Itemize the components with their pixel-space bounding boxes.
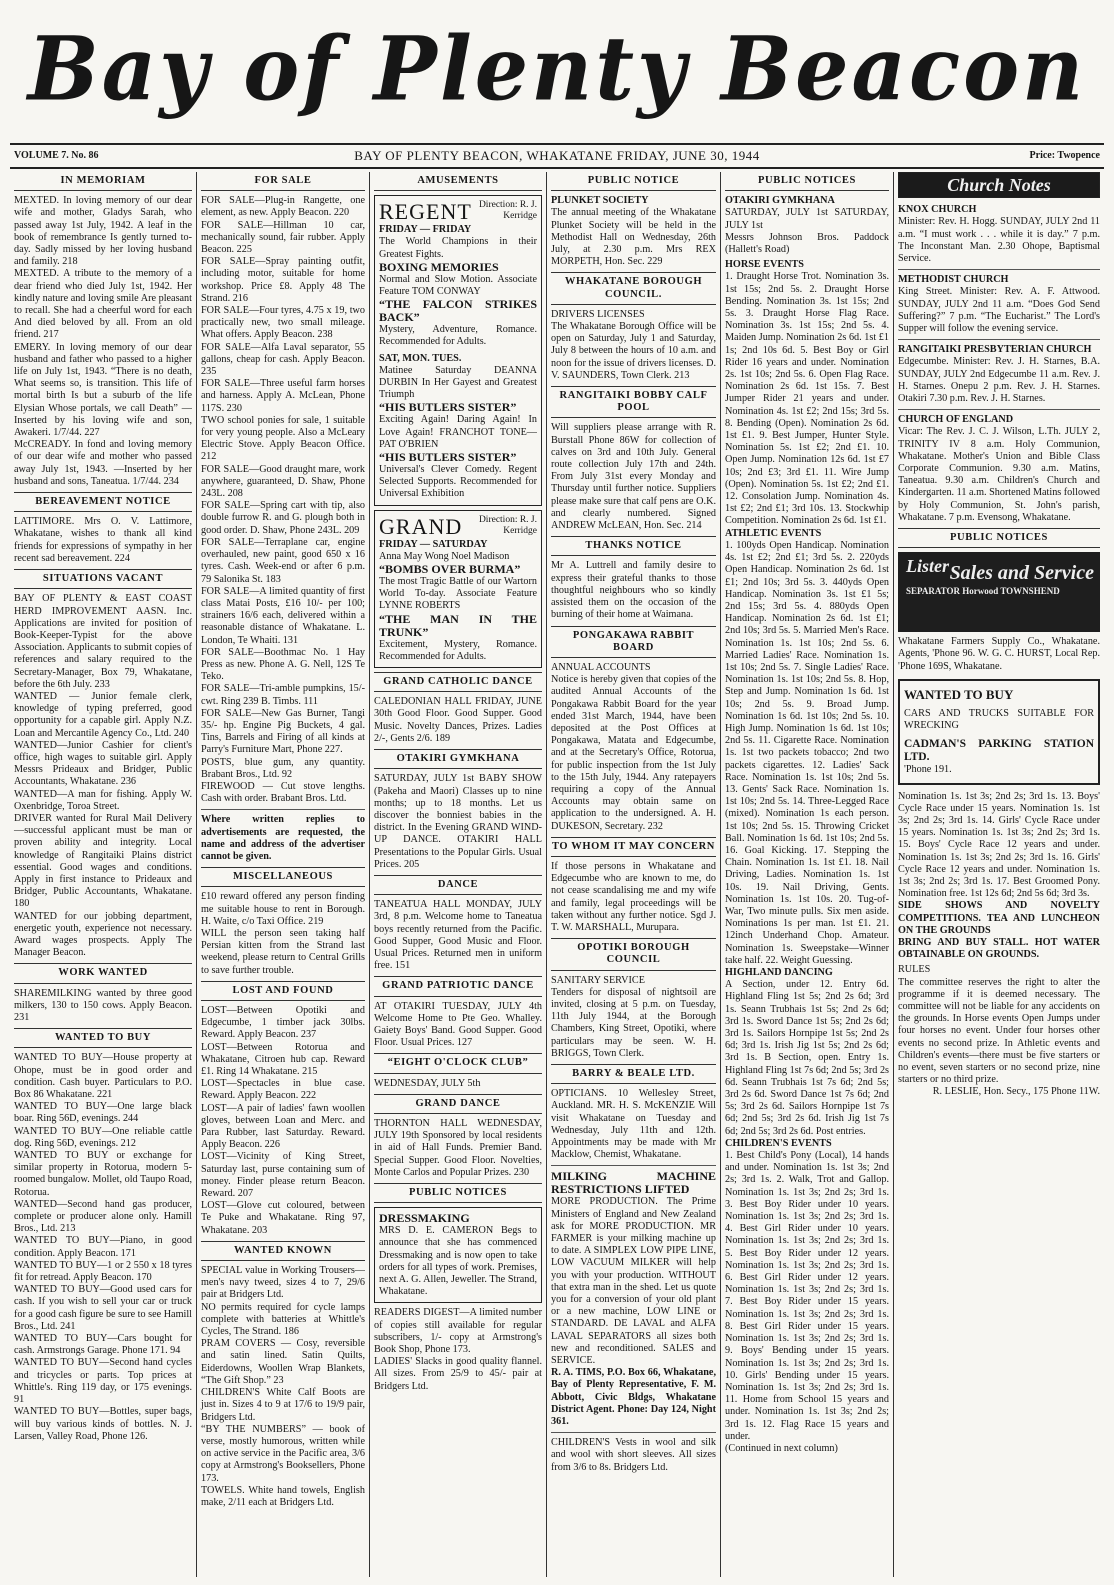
dateline-bar [10, 143, 1104, 169]
rules-text: The committee reserves the right to alter the programme if it is deemed necessary. The committee will not be liable for any accidents on the grounds. In Horse events Open Jumps under four horses no event. Under four horses other events no second prize. In Athletic events and Children's events—there must be five starters or no event, seven starters or no second prize, nine starters or no third prize. [898, 976, 1100, 1086]
classified-ad: LOST—A pair of ladies' fawn woollen gloves, between Loan and Merc. and Para Rubber, last Saturday. Reward. Apply Beacon. 226 [201, 1102, 365, 1151]
ad-title: WANTED TO BUY [904, 686, 1014, 702]
film-title: “THE MAN IN THE TRUNK” [379, 611, 537, 639]
section-heading: BARRY & BEALE LTD. [551, 1064, 716, 1084]
event-category: HIGHLAND DANCING [725, 967, 833, 978]
classified-ad: FOR SALE—Good draught mare, work anywhere, guaranteed, D. Shaw, Phone 243L. 208 [201, 463, 365, 500]
film-title: “THE FALCON STRIKES BACK” [379, 297, 537, 325]
event-notice: AT OTAKIRI TUESDAY, JULY 4th Welcome Home to Pte Geo. Whalley. Gaiety Boys' Band. Good Supper. Good Floor. Usual Prices. 127 [374, 1000, 542, 1049]
section-heading: WANTED KNOWN [201, 1241, 365, 1261]
section-heading: TO WHOM IT MAY CONCERN [551, 837, 716, 857]
ad-name: CADMAN'S PARKING STATION LTD. [904, 738, 1094, 764]
section-heading: RANGITAIKI BOBBY CALF POOL [551, 386, 716, 418]
public-notice: The Whakatane Borough Office will be open on Saturday, July 1 and Saturday, July 8 between the hours of 10 a.m. and noon for the issue of drivers licenses. D. V. SAUNDERS, Town Clerk. 213 [551, 321, 716, 381]
theatre-direction: Direction: R. J. Kerridge [478, 514, 537, 536]
classified-ad: FOR SALE—Four tyres, 4.75 x 19, two practically new, two small mileage. What offers. Apply Beacon. 238 [201, 305, 365, 341]
classified-ad: LOST—Vicinity of King Street, Saturday last, purse containing sum of money. Finder please return Beacon. Reward. 207 [201, 1151, 365, 1200]
section-heading: THANKS NOTICE [551, 536, 716, 556]
classified-ad: WANTED TO BUY—Cars bought for cash. Armstrongs Garage. Phone 171. 94 [14, 1333, 192, 1357]
rules-heading: RULES [898, 964, 931, 976]
masthead-title: Bay of Plenty Beacon [27, 16, 1087, 121]
notice-subtitle: Messrs Johnson Bros. Paddock (Hallett's Road) [725, 231, 889, 256]
classified-ad: SPECIAL value in Working Trousers—men's navy tweed, sizes 4 to 7, 29/6 pair at Bridgers Ltd. [201, 1265, 365, 1301]
section-heading: AMUSEMENTS [374, 172, 542, 191]
event-list: Nomination 1s. 1st 3s; 2nd 2s; 3rd 1s. 13. Boys' Cycle Race under 15 years. Nomination 1s. 1st 3s; 2nd 2s; 3rd 1s. 14. Girls' Cycle Race under 15 years. Nomination 1s. 1st 3s; 2nd 2s; 3rd 1s. 15. Boys' Cycle Race 12 years and under. Nomination 1s. 1st 3s; 2nd 2s; 3rd 1s. 16. Girls' Cycle Race 12 years and under. Nomination 1s. 1st 3s; 2nd 2s; 3rd 1s. 17. Best Groomed Pony. Nomination free. 1st 12s 6d; 2nd 5s 6d; 3rd 3s. [898, 790, 1100, 900]
classified-ad: FOR SALE—Hillman 10 car, mechanically sound, fair rubber. Apply Beacon. 225 [201, 219, 365, 256]
classified-ad: READERS DIGEST—A limited number of copies still available for regular subscribers, 1/- copy at Armstrong's Book Shop, Phone 173. [374, 1307, 542, 1356]
classified-ad: “BY THE NUMBERS” — book of verse, mostly humorous, written while on active service in the Pacific area, 3/6 copy at Armstrong's Booksellers, Phone 173. [201, 1423, 365, 1484]
section-heading: WANTED TO BUY [14, 1028, 192, 1048]
section-heading: PUBLIC NOTICE [551, 172, 716, 191]
classified-ad: WILL the person seen taking half Persian kitten from the Strand last weekend, please return to Central Grills to save further trouble. [201, 927, 365, 976]
classified-ad: WANTED TO BUY—Bottles, super bags, will buy various kinds of bottles. N. J. Larsen, Valley Road, Phone 126. [14, 1406, 192, 1442]
theatre-name: REGENT [379, 199, 472, 225]
memoriam-notice: MEXTED. A tribute to the memory of a dear friend who died July 1st, 1942. Her kindly nature and loving smile Are pleasant to recall. She had a cheerful word for each And died beloved by all. From an old friend. 217 [14, 268, 192, 341]
ad-brand: Lister [906, 556, 949, 577]
church-service: King Street. Minister: Rev. A. F. Attwood. SUNDAY, JULY 2nd 11 a.m. “Does God Send Suffering?” 7 p.m. “The Eucharist.” The Lord's Supper will follow the evening service. [898, 286, 1100, 335]
section-heading: GRAND CATHOLIC DANCE [374, 672, 542, 692]
theatre-direction: Direction: R. J. Kerridge [478, 200, 537, 222]
film-title: “HIS BUTLERS SISTER” [379, 400, 517, 415]
classified-ad: WANTED — Junior female clerk, knowledge of typing preferred, good opportunity for a capable girl. Apply N.Z. Loan and Mercantile Agency Co., Ltd. 240 [14, 690, 192, 739]
ad-slogan: Sales and Service [949, 562, 1094, 585]
classified-ad: LOST—Between Rotorua and Whakatane, Citroen hub cap. Reward £1. Ring 14 Whakatane. 215 [201, 1041, 365, 1078]
classified-ad: FOR SALE—Plug-in Rangette, one element, as new. Apply Beacon. 220 [201, 195, 365, 219]
classified-ad: FOR SALE—Spring cart with tip, also double furrow R. and G. plough both in good order. D. Shaw, Phone 243L. 209 [201, 500, 365, 536]
classified-ad: WANTED TO BUY—Good used cars for cash. If you wish to sell your car or truck for a good cash figure be sure to see Hamill Bros., Ltd. 241 [14, 1284, 192, 1332]
classified-ad: FOR SALE—A limited quantity of first class Matai Posts, £16 10/- per 100; strainers 16/6 each, delivered within a reasonable distance of Whakatane. L. London, Te Whaiti. 131 [201, 585, 365, 646]
section-heading: OPOTIKI BOROUGH COUNCIL [551, 938, 716, 970]
classified-ad: WANTED for our jobbing department, energetic youth, experience not necessary. Award wages prospects. Apply The Manager Beacon. [14, 910, 192, 959]
classified-ad: BAY OF PLENTY & EAST COAST HERD IMPROVEMENT AASN. Inc. Applications are invited for position of Book-Keeper-Typist for the above Association. Applicants to submit copies of references and salary required to the Secretary-Manager, Box 79, Whakatane, before the 6th July. 233 [14, 593, 192, 690]
section-heading: FOR SALE [201, 172, 365, 191]
ad-title: DRESSMAKING [379, 1211, 470, 1226]
section-heading: IN MEMORIAM [14, 172, 192, 191]
classified-ad: SHAREMILKING wanted by three good milkers, 130 to 150 cows. Apply Beacon. 231 [14, 987, 192, 1023]
masthead [0, 0, 1114, 135]
public-notice: Notice is hereby given that copies of the audited Annual Accounts of the Pongakawa Rabbit Board for the year ended 31st March, 1944, have been deposited at the Post Offices at Pongakawa, Matata and Edgecumbe, and at the Secretary's Office, Rotorua, for public inspection from the 1st July to the 15th July, 1944. Any ratepayers requiring a copy of the Annual Accounts may obtain same on application to the undersigned. A. H. DUKESON, Secretary. 232 [551, 674, 716, 832]
section-heading: “EIGHT O'CLOCK CLUB” [374, 1053, 542, 1073]
advertisement: R. A. TIMS, P.O. Box 66, Whakatane, Bay of Plenty Representative, F. M. Abbott, Civic Bldgs, Whakatane District Agent. Phone: Day 124, Night 361. [551, 1367, 716, 1428]
classified-ad: FOR SALE—Terraplane car, engine overhauled, new paint, good 650 x 16 tyres. Cash. Week-end or after 6 p.m. 79 Salonika St. 183 [201, 536, 365, 585]
section-heading: MISCELLANEOUS [201, 867, 365, 887]
divider [898, 269, 1100, 270]
volume-number: VOLUME 7. No. 86 [14, 150, 99, 161]
bereavement-notice: LATTIMORE. Mrs O. V. Lattimore, Whakatane, wishes to thank all kind friends for expressions of sympathy in her recent sad bereavement. 224 [14, 516, 192, 564]
section-heading: WHAKATANE BOROUGH COUNCIL. [551, 272, 716, 304]
event-list: 1. 100yds Open Handicap. Nomination 4s. 1st £2; 2nd £1; 3rd 5s. 2. 220yds Open Handicap. Nomination 2s 6d. 1st £1; 2nd 10s; 3rd 5s. 3. 440yds Open Handicap. Nomination 3s. 1st £1 5s; 2nd 15s; 3rd 5s. 4. 880yds Open Handicap. Nomination 2s 6d. 1st £1; 2nd 10s; 3rd 5s. 5. Married Men's Race. Nomination 1s. 1st 10s; 2nd 5s. 6. Married Ladies' Race. Nomination 1s. 1st 10s; 2nd 5s. 7. Single Ladies' Race. Nomination 1s. 1st 10s; 2nd 5s. 8. Hop, Step and Jump. Nomination 1s 6d. 1st 10s; 2nd 5s. 9. Broad Jump. Nomination 1s 6d. 1st 10s; 2nd 5s. 10. High Jump. Nomination 1s 6d. 1st 10s; 2nd 5s. 11. Cigarette Race. Nomination 1s. 1st two packets tobacco; 2nd two packets cigarettes. 12. Ladies' Sack Race. Nomination 1s. 1st 10s; 2nd 5s. 13. Gents' Sack Race. Nomination 1s. 1st 10s; 2nd 5s. 14. Three-Legged Race (mixed). Nomination 1s each person. 1st 10s; 2nd 5s. 15. Throwing Cricket Ball. Nomination 1s 6d. 1st 10s; 2nd 5s. 16. Goal Kicking. 17. Stepping the Chain. Nomination 1s. 1st £1. 18. Nail Driving, Ladies. Nomination 1s. 1st 10s. 19. Nail Driving, Gents. Nomination 1s. 1st 10s. 20. Tug-of-War, Two minute pulls. Six men aside. Nominations 1s per man. 1st £1. 21. 12inch Underhand Chop. Amateur. Nomination 1s. Sweepstake—Winner take half. 22. Weight Guessing. [725, 539, 889, 966]
classified-ad: FOR SALE—Three useful farm horses and harness. Apply A. McLean, Phone 117S. 230 [201, 378, 365, 414]
church-name: CHURCH OF ENGLAND [898, 414, 1014, 426]
ad-title: MILKING MACHINE RESTRICTIONS LIFTED [551, 1169, 716, 1197]
show-text: The most Tragic Battle of our Wartorn World To-day. Associate Feature LYNNE ROBERTS [379, 576, 537, 612]
wanted-to-buy-ad [898, 679, 1100, 785]
event-notice: SATURDAY, JULY 1st BABY SHOW (Pakeha and Maori) Classes up to nine months; up to 18 months. Let us discover the bonniest babies in the district. In the Evening GRAND WIND-UP DANCE. OTAKIRI HALL Presentations to the Popular Girls. Usual Prices. 205 [374, 773, 542, 870]
regent-theatre-ad [374, 195, 542, 505]
section-heading: GRAND PATRIOTIC DANCE [374, 976, 542, 996]
classified-ad: FOR SALE—Boothmac No. 1 Hay Press as new. Phone A. G. Nell, 12S Te Teko. [201, 646, 365, 683]
column-2 [197, 172, 369, 1577]
section-heading: OTAKIRI GYMKHANA [374, 749, 542, 769]
event-category: BRING AND BUY STALL. HOT WATER OBTAINABLE ON GROUNDS. [898, 936, 1100, 961]
public-notice: If those persons in Whakatane and Edgecumbe who are known to me, do not cease scandalising me and my wife and family, legal proceedings will be taken without any further notice. Sgd J. T. W. MARSHALL, Murupara. [551, 860, 716, 933]
notice-title: PLUNKET SOCIETY [551, 195, 649, 207]
show-days: SAT, MON. TUES. [379, 352, 462, 364]
classified-ad: FOR SALE—Spray painting outfit, including motor, suitable for home workshop. Price £8. Apply 48 The Strand. 216 [201, 256, 365, 304]
classified-ad: LOST—Between Opotiki and Edgecumbe, 1 timber jack 30lbs. Reward. Apply Beacon. 237 [201, 1005, 365, 1041]
classified-ad: FIREWOOD — Cut stove lengths. Cash with order. Brabant Bros. Ltd. [201, 780, 365, 805]
ad-subtitle: SEPARATOR Horwood TOWNSHEND [906, 586, 1060, 597]
section-heading: PONGAKAWA RABBIT BOARD [551, 626, 716, 658]
classified-ad: TWO school ponies for sale, 1 suitable for very young people. Also a McLeary Electric Stove. Apply Beacon Office. 212 [201, 414, 365, 463]
section-heading: PUBLIC NOTICES [374, 1183, 542, 1203]
classified-ad: LADIES' Slacks in good quality flannel. All sizes. From 25/9 to 45/- pair at Bridgers Ltd. [374, 1356, 542, 1392]
lister-separator-ad [898, 552, 1100, 632]
classified-ad: FOR SALE—New Gas Burner, Tangi 35/- hp. Engine Pig Buckets, 4 gal. Tins, Barrels and Firing of all kinds at Parry's Furniture Mart, Phone 227. [201, 707, 365, 756]
section-heading: PUBLIC NOTICES [898, 528, 1100, 548]
column-3 [370, 172, 546, 1577]
classified-ad: LOST—Glove cut coloured, between Te Puke and Whakatane. Ring 97, Whakatane. 203 [201, 1200, 365, 1236]
advertiser-notice: Where written replies to advertisements are requested, the name and address of the advertiser cannot be given. [201, 814, 365, 862]
film-title: BOXING MEMORIES [379, 259, 499, 274]
ad-text: Whakatane Farmers Supply Co., Whakatane. Agents, 'Phone 96. W. G. C. HURST, Local Rep. 'Phone 169S, Whakatane. [898, 636, 1100, 672]
classified-ad: FOR SALE—Tri-amble pumpkins, 15/- cwt. Ring 239 B. Timbs. 111 [201, 683, 365, 707]
ad-phone: 'Phone 191. [904, 764, 952, 776]
event-notice: WEDNESDAY, JULY 5th [374, 1077, 481, 1089]
column-5 [721, 172, 893, 1577]
classified-ad: LOST—Spectacles in blue case. Reward. Apply Beacon. 222 [201, 1078, 365, 1102]
classified-ad: WANTED TO BUY or exchange for similar property in Rotorua, modern 5-roomed bungalow. Mollet, old Taupo Road, Rotorua. [14, 1150, 192, 1198]
church-notes-banner: Church Notes [898, 172, 1100, 198]
event-category: CHILDREN'S EVENTS [725, 1137, 832, 1149]
public-notice: The annual meeting of the Whakatane Plunket Society will be held in the Methodist Hall on Wednesday, 26th July, at 2.30 p.m. Mrs REX MORPETH, Hon. Sec. 229 [551, 207, 716, 268]
section-heading: PUBLIC NOTICES [725, 172, 889, 191]
show-text: Anna May Wong Noel Madison [379, 550, 510, 562]
church-service: Vicar: The Rev. J. C. J. Wilson, L.Th. JULY 2, TRINITY IV 8 a.m. Holy Communion, Whakatane. Mother's Union and Bible Class Corporate Communion. 9.30 a.m. Matins, Taneatua. 9.30 a.m. Children's Church and Kindergarten. 11 a.m. Shortened Matins followed by Holy Communion, St. John's parish, Whakatane. 7 p.m. Evensong, Whakatane. [898, 426, 1101, 523]
classified-ad: CHILDREN'S Vests in wool and silk and wool with short sleeves. All sizes from 3/6 to 8s. Bridgers Ltd. [551, 1437, 716, 1473]
section-heading: DANCE [374, 875, 542, 895]
classified-ad: WANTED—A man for fishing. Apply W. Oxenbridge, Toroa Street. [14, 788, 192, 812]
event-notice: THORNTON HALL WEDNESDAY, JULY 19th Sponsored by local residents in aid of Hall Funds. Premier Band. Special Supper. Good Floor. Novelties, Monte Carlos and Popular Prizes. 230 [374, 1117, 542, 1178]
public-notice: Will suppliers please arrange with R. Burstall Phone 86W for collection of calves on 3rd and 10th July. General route collection July 17th and 24th. From July 31st every Monday and Thursday until further notice. Suppliers please make sure that calf pens are O.K. and clearly numbered. Signed ANDREW McLEAN, Hon. Sec. 214 [551, 422, 716, 532]
show-text: Normal and Slow Motion. Associate Feature TOM CONWAY [379, 273, 537, 298]
event-category: SIDE SHOWS AND NOVELTY COMPETITIONS. TEA AND LUNCHEON ON THE GROUNDS [898, 900, 1100, 936]
film-title: “BOMBS OVER BURMA” [379, 562, 521, 577]
show-days: FRIDAY — SATURDAY [379, 538, 488, 550]
event-list: 1. Best Child's Pony (Local), 14 hands and under. Nomination 1s. 1st 3s; 2nd 2s; 3rd 1s. 2. Walk, Trot and Gallop. Nomination 1s. 1st 3s; 2nd 2s; 3rd 1s. 3. Best Boy Rider under 10 years. Nomination 1s. 1st 3s; 2nd 2s; 3rd 1s. 4. Best Girl Rider under 10 years. Nomination 1s. 1st 3s; 2nd 2s; 3rd 1s. 5. Best Boy Rider under 12 years. Nomination 1s. 1st 3s; 2nd 2s; 3rd 1s. 6. Best Girl Rider under 12 years. Nomination 1s. 1st 3s; 2nd 2s; 3rd 1s. 7. Best Boy Rider under 15 years. Nomination 1s. 1st 3s; 2nd 2s; 3rd 1s. 8. Best Girl Rider under 15 years. Nomination 1s. 1st 3s; 2nd 2s; 3rd 1s. 9. Boys' Bending under 15 years. Nomination 1s. 1st 3s; 2nd 2s; 3rd 1s. 10. Girls' Bending under 15 years. Nomination 1s. 1st 3s; 2nd 2s; 3rd 1s. 11. Home from School 15 years and under. Nomination 1s. 1st 3s; 2nd 2s; 3rd 1s. 12. Flag Race 15 years and under. [725, 1150, 889, 1442]
classified-ad: DRIVER wanted for Rural Mail Delivery—successful applicant must be man or proven ability and integrity. Local knowledge of Rangitaiki Plains district essential. Good wages and conditions. Apply in first instance to Prideaux and Bridger, Public Accountants, Whakatane. 180 [14, 812, 192, 910]
notice-subtitle: SATURDAY, JULY 1st SATURDAY, JULY 1st [725, 207, 889, 231]
classified-ad: FOR SALE—Alfa Laval separator, 55 gallons, cheap for cash. Apply Beacon. 235 [201, 341, 365, 378]
church-name: METHODIST CHURCH [898, 274, 1009, 286]
event-category: HORSE EVENTS [725, 259, 804, 271]
classified-ad: WANTED TO BUY—House property at Ohope, must be in good order and condition. Cash buyer. Particulars to P.O. Box 86 Whakatane. 221 [14, 1052, 192, 1101]
notice-title: OTAKIRI GYMKHANA [725, 195, 835, 207]
public-notice: Mr A. Luttrell and family desire to express their grateful thanks to those thoughtful neighbours who so kindly assisted them on the occasion of the burning of their home at Waimana. [551, 560, 716, 621]
column-4 [547, 172, 720, 1577]
memoriam-notice: MEXTED. In loving memory of our dear wife and mother, Gladys Sarah, who passed away 1st July, 1942. A leaf in the book of remembrance Is gently turned to-day. Sadly missed by her loving husband and family. 218 [14, 195, 192, 268]
advertisement: MORE PRODUCTION. The Prime Ministers of England and New Zealand ask for MORE PRODUCTION. MR FARMER is your milking machine up to date. A SIMPLEX LOW PIPE LINE, LOW VACUUM MILKER will help you with your production. WITHOUT that extra man in the shed. Let us quote you for a conversion of your old plant or a new machine, LOW LINE or STANDARD. DE LAVAL and ALFA LAVAL SEPARATORS all sizes both new and reconditioned. SALES and SERVICE. [551, 1196, 716, 1367]
continued-note: (Continued in next column) [725, 1442, 838, 1454]
classified-ad: WANTED TO BUY—Second hand cycles and tricycles or parts. Top prices at Whittle's. Ring 119 day, or 175 evenings. 91 [14, 1357, 192, 1406]
church-service: Minister: Rev. H. Hogg. SUNDAY, JULY 2nd 11 a.m. “I must work . . . while it is day.” 7 p.m. The Inconstant Man. 2.30 Ohope, Baptismal Service. [898, 216, 1100, 265]
memoriam-notice: McCREADY. In fond and loving memory of our dear wife and mother who passed away July 1st, 1943. —Inserted by her husband and sons, Taneatua. 1/7/44. 234 [14, 439, 192, 487]
church-service: Edgecumbe. Minister: Rev. J. H. Starnes, B.A. SUNDAY, JULY 2nd Edgecumbe 11 a.m. Rev. J. H. Starnes. Onepu 2 p.m. Rev. J. H. Starnes. Otakiri 7.30 p.m. Rev. J. H. Starnes. [898, 356, 1100, 405]
notice-subtitle: DRIVERS LICENSES [551, 308, 645, 320]
event-notice: TANEATUA HALL MONDAY, JULY 3rd, 8 p.m. Welcome home to Taneatua boys recently returned from the Pacific. Good Supper, Good Music and Floor. Usual Prices. Returned men in uniform free. 151 [374, 899, 542, 972]
classified-ad: POSTS, blue gum, any quantity. Brabant Bros., Ltd. 92 [201, 756, 365, 780]
classified-ad: CHILDREN'S White Calf Boots are just in. Sizes 4 to 9 at 17/6 to 19/9 pair, Bridgers Ltd. [201, 1387, 365, 1423]
show-text: Mystery, Adventure, Romance. Recommended for Adults. [379, 324, 537, 348]
classified-ad: NO permits required for cycle lamps complete with batteries at Whittle's Cycles, The Strand. 186 [201, 1301, 365, 1338]
signature: R. LESLIE, Hon. Secy., 175 Phone 11W. [932, 1086, 1100, 1098]
memoriam-notice: EMERY. In loving memory of our dear husband and father who passed to a higher life on July 1st, 1943. “There is no death, What seems so, is transition. This life of mortal birth Is but a suburb of the life Elysian Whose portals, we call Death” —Inserted by his loving wife and son, Awakeri. 1/7/44. 227 [14, 341, 192, 439]
theatre-name: GRAND [379, 513, 463, 539]
classified-ad: TOWELS. White hand towels, English make, 2/11 each at Bridgers Ltd. [201, 1484, 365, 1508]
event-list: A Section, under 12. Entry 6d. Highland Fling 1st 5s; 2nd 2s 6d; 3rd 1s. Seann Trubhais 1st 5s; 2nd 2s 6d; 3rd 1s. Sword Dance 1st 5s; 2nd 2s 6d; 3rd 1s. Sailors Hornpipe 1st 5s; 2nd 2s 6d; 3rd 1s. Irish Jig 1st 5s; 2nd 2s 6d; 3rd 1s. B Section, open. Entry 1s. Highland Fling 1st 7s 6d; 2nd 5s; 3rd 2s 6d. Seann Trubhais 1st 7s 6d; 2nd 5s; 3rd 2s 6d. Sword Dance 1st 7s 6d; 2nd 5s; 3rd 2s 6d. Sailors Hornpipe 1st 7s 6d; 2nd 5s; 3rd 2s 6d. Irish Jig 1st 7s 6d; 2nd 5s; 3rd 2s 6d. Post entries. [725, 979, 889, 1137]
show-days: FRIDAY — FRIDAY [379, 224, 472, 236]
column-1 [10, 172, 196, 1577]
notice-subtitle: ANNUAL ACCOUNTS [551, 661, 651, 673]
classified-ad: WANTED TO BUY—One large black boar. Ring 56D, evenings. 244 [14, 1101, 192, 1125]
public-notice: Tenders for disposal of nightsoil are invited, closing at 5 p.m. on Tuesday, 11th July 1944, at the Borough Chambers, King Street, Opotiki, where particulars may be seen. W. H. BRIGGS, Town Clerk. [551, 986, 716, 1059]
dateline: BAY OF PLENTY BEACON, WHAKATANE FRIDAY, JUNE 30, 1944 [354, 148, 760, 163]
notice-subtitle: SANITARY SERVICE [551, 974, 645, 986]
dressmaking-ad [374, 1207, 542, 1303]
divider [898, 409, 1100, 410]
section-heading: WORK WANTED [14, 963, 192, 983]
classified-ad: WANTED TO BUY—1 or 2 550 x 18 tyres fit for retread. Apply Beacon. 170 [14, 1259, 192, 1284]
classified-ad: WANTED TO BUY—Piano, in good condition. Apply Beacon. 171 [14, 1235, 192, 1259]
section-heading: LOST AND FOUND [201, 981, 365, 1001]
ad-text: MRS D. E. CAMERON Begs to announce that she has commenced Dressmaking and is now open to take orders for all types of work. Premises, next A. G. Allen, Jeweller. The Strand, Whakatane. [379, 1225, 537, 1298]
column-6 [894, 172, 1104, 1577]
show-text: Exciting Again! Daring Again! In Love Again! FRANCHOT TONE—PAT O'BRIEN [379, 414, 537, 450]
grand-theatre-ad [374, 510, 542, 668]
price: Price: Twopence [1029, 150, 1100, 161]
classified-ad: PRAM COVERS — Cosy, reversible and satin lined. Satin Quilts, Eiderdowns, Woollen Wrap Blankets, “The Gift Shop.” 23 [201, 1338, 365, 1386]
church-name: KNOX CHURCH [898, 204, 977, 216]
divider [551, 1165, 716, 1166]
classified-ad: WANTED TO BUY—One reliable cattle dog. Ring 56D, evenings. 212 [14, 1125, 192, 1149]
film-title: “HIS BUTLERS SISTER” [379, 450, 517, 465]
divider [551, 1432, 716, 1433]
section-heading: BEREAVEMENT NOTICE [14, 492, 192, 512]
event-list: 1. Draught Horse Trot. Nomination 3s. 1st 15s; 2nd 5s. 2. Draught Horse Bending. Nomination 3s. 1st 15s; 2nd 5s. 3. Draught Horse Flag Race. Nomination 3s. 1st 15s; 2nd 5s. 4. Maiden Jump. Nomination 2s 6d. 1st £1 1s; 2nd 10s 6d. 5. Best Boy or Girl Rider 16 years and under. Nomination 2s. 1st 10s; 2nd 5s. 6. Open Flag Race. Nomination 2s 6d. 1st 15s. 7. Best Jumper Rider 21 years and under. Nomination 4s. 1st £2; 2nd 15s; 3rd 5s. 8. Bending (Open). Nomination 2s 6d. 1st £1. 9. Best Jumper, Hunter Style. Nomination 5s. 1st £2; 2nd £1. 10. Open Jump. Nomination 12s 6d. 1st £7 10s; 2nd £3; 3rd £1. 11. Wire Jump (Open). Nomination 5s. 1st £2; 2nd £1. 12. Consolation Jump. Nomination 4s. 1st £2; 2nd £1; 3rd 10s. 13. Stockwhip Competition. Nomination 2s 6d. 1st £1. [725, 271, 889, 527]
show-text: Universal's Clever Comedy. Regent Selected Supports. Recommended for Universal Exhibition [379, 464, 537, 500]
classified-ad: WANTED—Second hand gas producer, complete or producer alone only. Hamill Bros., Ltd. 213 [14, 1198, 192, 1235]
event-notice: CALEDONIAN HALL FRIDAY, JUNE 30th Good Floor. Good Supper. Good Music. Novelty Dances, Prizes. Ladies 2/-, Gents 2/6. 189 [374, 696, 542, 744]
public-notice: OPTICIANS. 10 Wellesley Street, Auckland. MR. H. S. McKENZIE Will visit Whakatane on Tuesday and Wednesday, July 11th and 12th. Appointments may be made with Mr Macklow, Chemist, Whakatane. [551, 1088, 716, 1161]
show-text: The World Champions in their Greatest Fights. [379, 236, 537, 260]
show-text: Excitement, Mystery, Romance. Recommended for Adults. [379, 638, 537, 662]
church-name: RANGITAIKI PRESBYTERIAN CHURCH [898, 344, 1092, 356]
event-category: ATHLETIC EVENTS [725, 527, 822, 539]
show-text: Matinee Saturday DEANNA DURBIN In Her Gayest and Greatest Triumph [379, 364, 537, 401]
section-heading: GRAND DANCE [374, 1094, 542, 1114]
divider [201, 809, 365, 810]
divider [898, 339, 1100, 340]
classified-ad: WANTED—Junior Cashier for client's office, high wages to suitable girl. Apply Messrs Prideaux and Bridger, Public Accountants, Whakatane. 236 [14, 739, 192, 788]
classified-ad: £10 reward offered any person finding me suitable house to rent in Borough. H. Waite, c/o Taxi Office. 219 [201, 891, 365, 927]
section-heading: SITUATIONS VACANT [14, 569, 192, 589]
ad-subtitle: CARS AND TRUCKS SUITABLE FOR WRECKING [904, 707, 1094, 732]
